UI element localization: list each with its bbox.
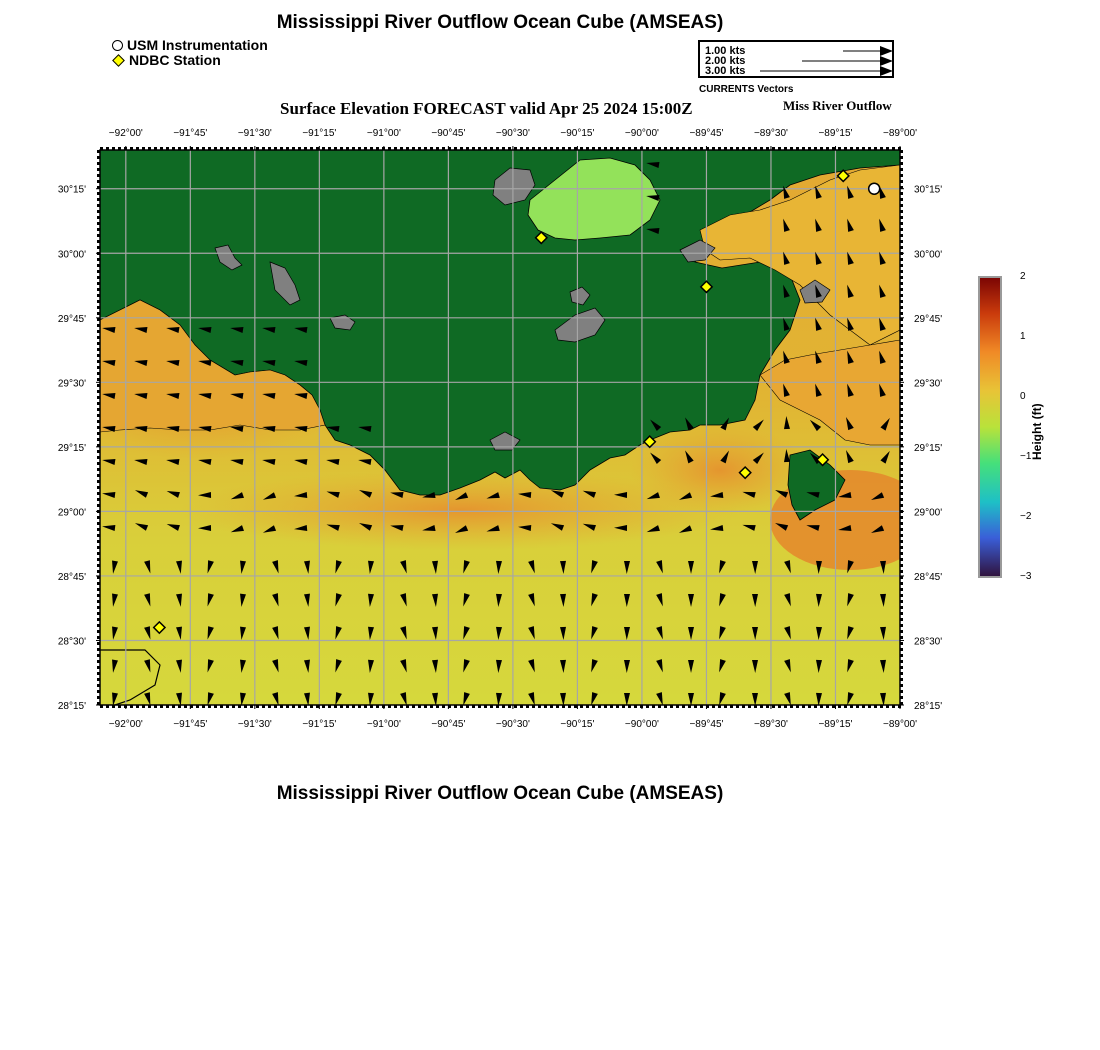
lat-tick-label-left: 29°45' [57, 313, 86, 325]
lat-tick-label-right: 30°15' [914, 184, 943, 196]
lat-tick-label-left: 28°30' [57, 636, 86, 648]
lat-tick-label-right: 28°45' [914, 571, 943, 583]
lon-tick-label-top: −91°15' [302, 128, 337, 139]
lat-tick-label-left: 30°15' [57, 184, 86, 196]
lon-tick-label-bottom: −91°45' [173, 719, 208, 730]
lon-tick-label-bottom: −89°45' [689, 719, 724, 730]
colorbar-label: Height (ft) [1030, 403, 1044, 460]
lon-tick-label-top: −89°00' [883, 128, 917, 139]
lon-tick-label-bottom: −91°15' [302, 719, 337, 730]
lat-tick-label-right: 28°30' [914, 636, 943, 648]
legend-ndbc-label: NDBC Station [129, 52, 221, 68]
lon-tick-label-bottom: −89°00' [883, 719, 917, 730]
map-title: Mississippi River Outflow Ocean Cube (AMSEAS) [276, 12, 724, 33]
lat-tick-label-right: 29°15' [914, 442, 943, 454]
usm-instrument-icon [869, 183, 880, 194]
lat-tick-label-left: 29°00' [57, 507, 86, 519]
lon-tick-label-bottom: −89°30' [753, 719, 788, 730]
lon-tick-label-bottom: −90°30' [495, 719, 530, 730]
lon-tick-label-top: −91°00' [366, 128, 401, 139]
lat-tick-label-left: 29°30' [57, 378, 86, 390]
lat-tick-label-left: 29°15' [57, 442, 86, 454]
lat-tick-label-left: 28°45' [57, 571, 86, 583]
vector-scale-caption: CURRENTS Vectors [699, 84, 794, 95]
colorbar-tick: −2 [1020, 511, 1032, 522]
lon-tick-label-top: −90°45' [431, 128, 466, 139]
colorbar-tick: 1 [1020, 331, 1026, 342]
vector-scale-1: 1.00 kts [705, 45, 746, 57]
colorbar-tick: −3 [1020, 571, 1032, 582]
legend-usm-label: USM Instrumentation [127, 37, 268, 53]
lon-tick-label-top: −91°45' [173, 128, 208, 139]
lon-tick-label-top: −90°15' [560, 128, 595, 139]
lat-tick-label-left: 30°00' [57, 249, 86, 261]
lon-tick-label-bottom: −90°15' [560, 719, 595, 730]
lon-tick-label-bottom: −90°45' [431, 719, 466, 730]
lon-tick-label-bottom: −91°30' [237, 719, 272, 730]
vector-scale-2: 2.00 kts [705, 55, 746, 67]
vector-scale-3: 3.00 kts [705, 65, 746, 77]
lon-tick-label-top: −90°00' [624, 128, 659, 139]
lon-tick-label-bottom: −90°00' [624, 719, 659, 730]
bottom-title: Mississippi River Outflow Ocean Cube (AMSEAS) [276, 783, 724, 804]
lon-tick-label-top: −89°30' [753, 128, 788, 139]
lat-tick-label-right: 30°00' [914, 249, 943, 261]
colorbar-tick: −1 [1020, 451, 1032, 462]
map-subtitle: Surface Elevation FORECAST valid Apr 25 2024 15:00Z [280, 99, 693, 118]
colorbar-tick: 0 [1020, 391, 1026, 402]
lat-tick-label-right: 29°30' [914, 378, 943, 390]
region-label: Miss River Outflow [783, 98, 892, 113]
lat-tick-label-right: 28°15' [914, 701, 943, 712]
lon-tick-label-top: −91°30' [237, 128, 272, 139]
colorbar [978, 276, 1008, 587]
lat-tick-label-right: 29°45' [914, 313, 943, 325]
lon-tick-label-top: −92°00' [108, 128, 143, 139]
lat-tick-label-right: 29°00' [914, 507, 943, 519]
lon-tick-label-top: −89°45' [689, 128, 724, 139]
lat-tick-label-left: 28°15' [57, 701, 86, 712]
lon-tick-label-top: −90°30' [495, 128, 530, 139]
lon-tick-label-bottom: −91°00' [366, 719, 401, 730]
lon-tick-label-bottom: −92°00' [108, 719, 143, 730]
lon-tick-label-top: −89°15' [818, 128, 853, 139]
lon-tick-label-bottom: −89°15' [818, 719, 853, 730]
colorbar-tick: 2 [1020, 271, 1026, 282]
